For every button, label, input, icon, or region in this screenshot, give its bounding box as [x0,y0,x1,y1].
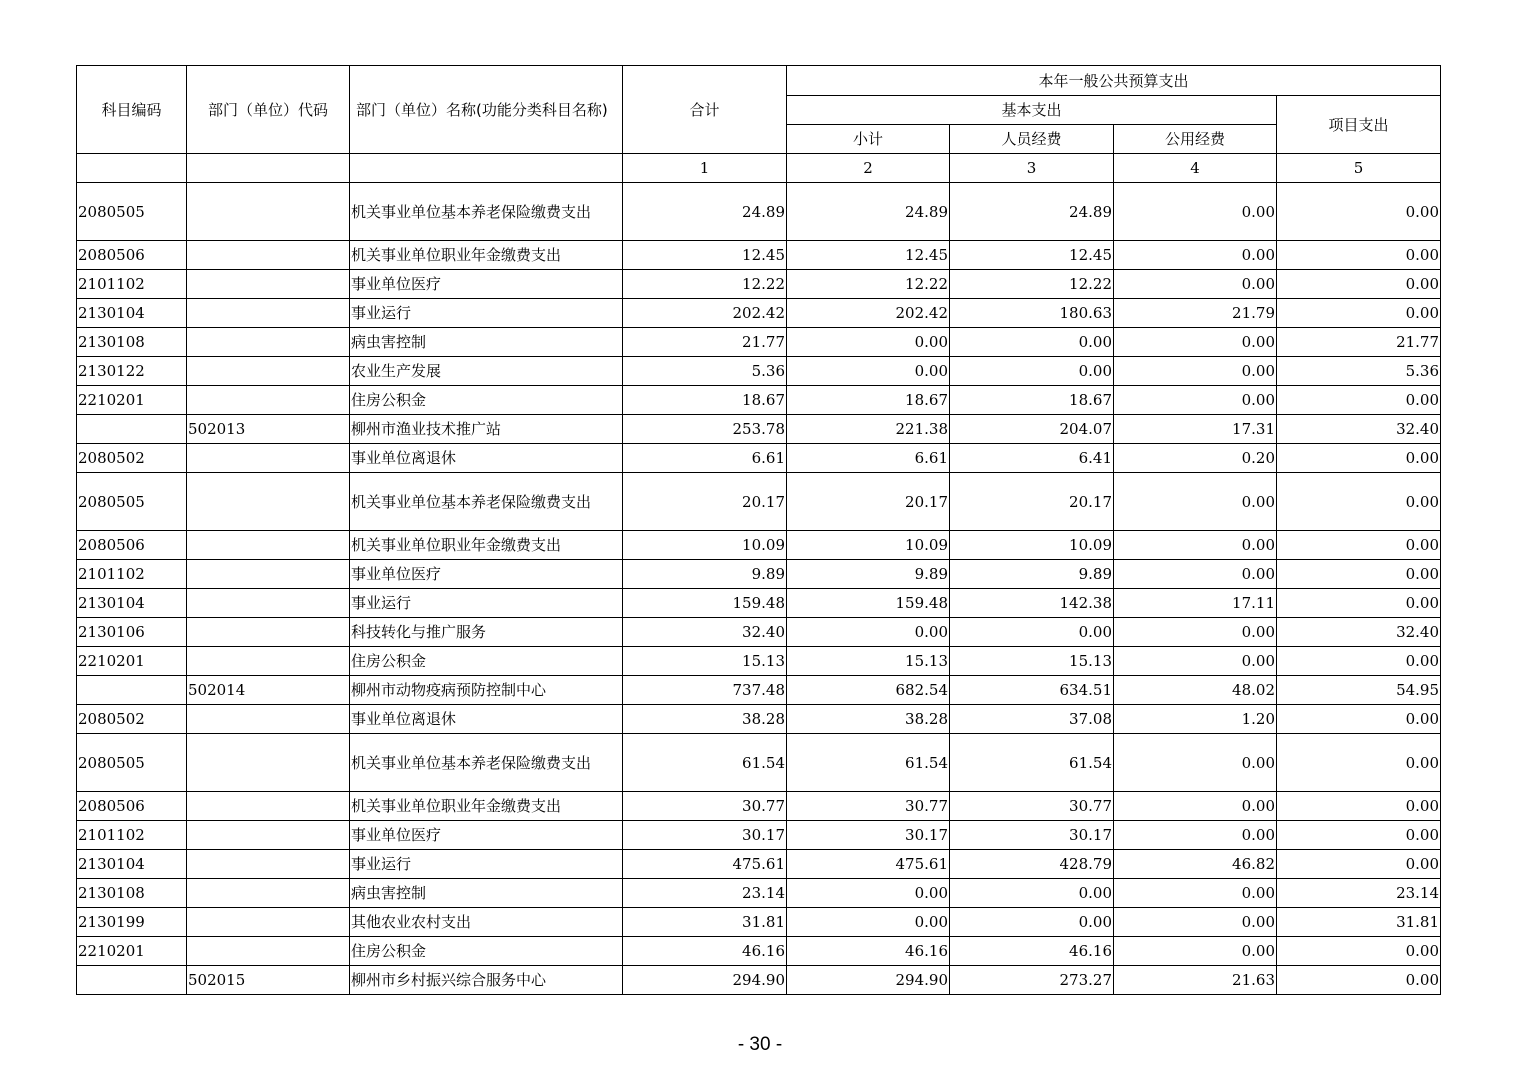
personnel-cell: 24.89 [950,183,1114,241]
total-cell: 202.42 [623,299,787,328]
project-cell: 0.00 [1277,589,1441,618]
header-personnel: 人员经费 [950,125,1114,154]
header-subtotal: 小计 [787,125,950,154]
table-row [77,850,1441,879]
public-cell: 0.00 [1114,473,1277,531]
public-cell: 17.31 [1114,415,1277,444]
personnel-cell: 6.41 [950,444,1114,473]
table-row [77,241,1441,270]
header-dept-code: 部门（单位）代码 [187,66,350,154]
header-public: 公用经费 [1114,125,1277,154]
subject-code-cell: 2130122 [77,357,187,386]
table-row [77,618,1441,647]
subject-code-cell: 2130104 [77,850,187,879]
dept-name-cell: 事业运行 [350,850,623,879]
subtotal-cell: 20.17 [787,473,950,531]
total-cell: 24.89 [623,183,787,241]
subtotal-cell: 0.00 [787,618,950,647]
subject-code-cell [77,966,187,995]
subject-code-cell: 2080502 [77,705,187,734]
table-row [77,415,1441,444]
dept-name-cell: 机关事业单位职业年金缴费支出 [350,531,623,560]
public-cell: 48.02 [1114,676,1277,705]
subtotal-cell: 0.00 [787,879,950,908]
budget-expenditure-table [76,65,1441,995]
total-cell: 475.61 [623,850,787,879]
dept-code-cell [187,241,350,270]
dept-name-cell: 机关事业单位基本养老保险缴费支出 [350,734,623,792]
public-cell: 17.11 [1114,589,1277,618]
project-cell: 0.00 [1277,386,1441,415]
personnel-cell: 273.27 [950,966,1114,995]
subtotal-cell: 0.00 [787,357,950,386]
public-cell: 0.00 [1114,386,1277,415]
dept-name-cell: 事业单位医疗 [350,560,623,589]
dept-name-cell: 住房公积金 [350,647,623,676]
personnel-cell: 142.38 [950,589,1114,618]
table-header [77,66,1441,183]
total-cell: 46.16 [623,937,787,966]
subtotal-cell: 0.00 [787,328,950,357]
public-cell: 0.00 [1114,357,1277,386]
subtotal-cell: 61.54 [787,734,950,792]
table-row [77,444,1441,473]
project-cell: 0.00 [1277,937,1441,966]
column-number: 4 [1114,154,1277,183]
project-cell: 0.00 [1277,705,1441,734]
table-row [77,531,1441,560]
subject-code-cell: 2080506 [77,241,187,270]
subject-code-cell: 2101102 [77,821,187,850]
subtotal-cell: 6.61 [787,444,950,473]
personnel-cell: 428.79 [950,850,1114,879]
personnel-cell: 0.00 [950,879,1114,908]
total-cell: 18.67 [623,386,787,415]
project-cell: 31.81 [1277,908,1441,937]
project-cell: 5.36 [1277,357,1441,386]
public-cell: 0.00 [1114,821,1277,850]
header-basic-expenditure: 基本支出 [787,96,1277,125]
table-row [77,473,1441,531]
dept-name-cell: 农业生产发展 [350,357,623,386]
project-cell: 0.00 [1277,850,1441,879]
personnel-cell: 18.67 [950,386,1114,415]
public-cell: 1.20 [1114,705,1277,734]
total-cell: 31.81 [623,908,787,937]
table-row [77,183,1441,241]
subtotal-cell: 30.77 [787,792,950,821]
total-cell: 253.78 [623,415,787,444]
subtotal-cell: 221.38 [787,415,950,444]
table-row [77,792,1441,821]
subtotal-cell: 18.67 [787,386,950,415]
total-cell: 38.28 [623,705,787,734]
header-total: 合计 [623,66,787,154]
dept-code-cell [187,531,350,560]
subject-code-cell: 2101102 [77,270,187,299]
personnel-cell: 12.45 [950,241,1114,270]
total-cell: 5.36 [623,357,787,386]
subtotal-cell: 30.17 [787,821,950,850]
project-cell: 0.00 [1277,473,1441,531]
public-cell: 0.00 [1114,908,1277,937]
dept-code-cell [187,792,350,821]
dept-code-cell [187,908,350,937]
subject-code-cell [77,676,187,705]
column-number: 5 [1277,154,1441,183]
dept-name-cell: 机关事业单位基本养老保险缴费支出 [350,473,623,531]
personnel-cell: 10.09 [950,531,1114,560]
header-blank [187,154,350,183]
total-cell: 15.13 [623,647,787,676]
subject-code-cell: 2130104 [77,299,187,328]
project-cell: 32.40 [1277,618,1441,647]
dept-code-cell [187,705,350,734]
table-row [77,328,1441,357]
project-cell: 0.00 [1277,966,1441,995]
total-cell: 61.54 [623,734,787,792]
dept-code-cell [187,647,350,676]
subtotal-cell: 475.61 [787,850,950,879]
subtotal-cell: 10.09 [787,531,950,560]
dept-code-cell [187,618,350,647]
dept-name-cell: 病虫害控制 [350,328,623,357]
page-number: - 30 - [737,1034,783,1055]
project-cell: 0.00 [1277,531,1441,560]
subtotal-cell: 38.28 [787,705,950,734]
public-cell: 21.63 [1114,966,1277,995]
project-cell: 23.14 [1277,879,1441,908]
dept-code-cell [187,560,350,589]
total-cell: 737.48 [623,676,787,705]
subject-code-cell: 2080505 [77,183,187,241]
header-blank [77,154,187,183]
personnel-cell: 0.00 [950,357,1114,386]
dept-name-cell: 科技转化与推广服务 [350,618,623,647]
dept-name-cell: 事业单位离退休 [350,444,623,473]
table-row [77,357,1441,386]
dept-code-cell [187,473,350,531]
subject-code-cell: 2130106 [77,618,187,647]
subject-code-cell: 2080502 [77,444,187,473]
column-number: 2 [787,154,950,183]
dept-code-cell [187,270,350,299]
dept-code-cell [187,734,350,792]
subject-code-cell: 2080506 [77,531,187,560]
dept-code-cell [187,821,350,850]
public-cell: 0.00 [1114,560,1277,589]
dept-code-cell: 502013 [187,415,350,444]
table-row [77,879,1441,908]
dept-code-cell [187,444,350,473]
subject-code-cell: 2130104 [77,589,187,618]
dept-name-cell: 机关事业单位职业年金缴费支出 [350,241,623,270]
project-cell: 0.00 [1277,647,1441,676]
personnel-cell: 0.00 [950,328,1114,357]
public-cell: 21.79 [1114,299,1277,328]
project-cell: 0.00 [1277,560,1441,589]
dept-name-cell: 病虫害控制 [350,879,623,908]
project-cell: 32.40 [1277,415,1441,444]
subject-code-cell: 2101102 [77,560,187,589]
public-cell: 0.00 [1114,792,1277,821]
personnel-cell: 37.08 [950,705,1114,734]
total-cell: 6.61 [623,444,787,473]
public-cell: 0.20 [1114,444,1277,473]
total-cell: 159.48 [623,589,787,618]
public-cell: 0.00 [1114,879,1277,908]
dept-name-cell: 事业运行 [350,589,623,618]
header-project-expenditure: 项目支出 [1277,96,1441,154]
public-cell: 0.00 [1114,531,1277,560]
public-cell: 0.00 [1114,183,1277,241]
personnel-cell: 20.17 [950,473,1114,531]
project-cell: 54.95 [1277,676,1441,705]
dept-name-cell: 事业单位医疗 [350,270,623,299]
project-cell: 0.00 [1277,444,1441,473]
personnel-cell: 180.63 [950,299,1114,328]
personnel-cell: 9.89 [950,560,1114,589]
subtotal-cell: 202.42 [787,299,950,328]
table-row [77,937,1441,966]
public-cell: 46.82 [1114,850,1277,879]
total-cell: 9.89 [623,560,787,589]
project-cell: 0.00 [1277,821,1441,850]
personnel-cell: 0.00 [950,908,1114,937]
project-cell: 21.77 [1277,328,1441,357]
public-cell: 0.00 [1114,734,1277,792]
public-cell: 0.00 [1114,647,1277,676]
personnel-cell: 634.51 [950,676,1114,705]
public-cell: 0.00 [1114,241,1277,270]
header-subject-code: 科目编码 [77,66,187,154]
dept-code-cell [187,879,350,908]
subject-code-cell: 2130108 [77,328,187,357]
table-row [77,821,1441,850]
dept-name-cell: 柳州市乡村振兴综合服务中心 [350,966,623,995]
subtotal-cell: 9.89 [787,560,950,589]
dept-name-cell: 其他农业农村支出 [350,908,623,937]
subtotal-cell: 682.54 [787,676,950,705]
dept-code-cell: 502014 [187,676,350,705]
subtotal-cell: 159.48 [787,589,950,618]
project-cell: 0.00 [1277,299,1441,328]
personnel-cell: 15.13 [950,647,1114,676]
dept-code-cell [187,850,350,879]
total-cell: 32.40 [623,618,787,647]
dept-name-cell: 住房公积金 [350,386,623,415]
subject-code-cell: 2210201 [77,647,187,676]
subject-code-cell: 2080505 [77,473,187,531]
dept-name-cell: 住房公积金 [350,937,623,966]
project-cell: 0.00 [1277,734,1441,792]
table-row [77,560,1441,589]
table-row [77,676,1441,705]
table-row [77,908,1441,937]
project-cell: 0.00 [1277,270,1441,299]
subject-code-cell: 2080506 [77,792,187,821]
public-cell: 0.00 [1114,328,1277,357]
project-cell: 0.00 [1277,241,1441,270]
total-cell: 20.17 [623,473,787,531]
project-cell: 0.00 [1277,792,1441,821]
column-number: 1 [623,154,787,183]
subtotal-cell: 12.22 [787,270,950,299]
personnel-cell: 0.00 [950,618,1114,647]
dept-code-cell [187,299,350,328]
header-general-budget: 本年一般公共预算支出 [787,66,1441,96]
public-cell: 0.00 [1114,618,1277,647]
project-cell: 0.00 [1277,183,1441,241]
dept-code-cell [187,589,350,618]
personnel-cell: 30.77 [950,792,1114,821]
personnel-cell: 30.17 [950,821,1114,850]
total-cell: 30.17 [623,821,787,850]
subject-code-cell: 2210201 [77,386,187,415]
dept-name-cell: 事业运行 [350,299,623,328]
dept-name-cell: 事业单位医疗 [350,821,623,850]
total-cell: 12.45 [623,241,787,270]
dept-code-cell [187,386,350,415]
total-cell: 10.09 [623,531,787,560]
personnel-cell: 204.07 [950,415,1114,444]
subtotal-cell: 12.45 [787,241,950,270]
table-row [77,299,1441,328]
total-cell: 12.22 [623,270,787,299]
table-row [77,270,1441,299]
total-cell: 21.77 [623,328,787,357]
subtotal-cell: 24.89 [787,183,950,241]
total-cell: 30.77 [623,792,787,821]
dept-code-cell [187,357,350,386]
dept-name-cell: 机关事业单位职业年金缴费支出 [350,792,623,821]
subject-code-cell: 2130199 [77,908,187,937]
dept-name-cell: 柳州市动物疫病预防控制中心 [350,676,623,705]
table-row [77,734,1441,792]
subtotal-cell: 15.13 [787,647,950,676]
table-body [77,183,1441,995]
total-cell: 23.14 [623,879,787,908]
table-row [77,647,1441,676]
table-row [77,589,1441,618]
subtotal-cell: 0.00 [787,908,950,937]
subject-code-cell: 2130108 [77,879,187,908]
table-row [77,966,1441,995]
public-cell: 0.00 [1114,937,1277,966]
subject-code-cell: 2210201 [77,937,187,966]
personnel-cell: 61.54 [950,734,1114,792]
dept-code-cell: 502015 [187,966,350,995]
dept-name-cell: 柳州市渔业技术推广站 [350,415,623,444]
dept-code-cell [187,183,350,241]
total-cell: 294.90 [623,966,787,995]
header-blank [350,154,623,183]
personnel-cell: 12.22 [950,270,1114,299]
subtotal-cell: 46.16 [787,937,950,966]
dept-code-cell [187,328,350,357]
personnel-cell: 46.16 [950,937,1114,966]
subject-code-cell [77,415,187,444]
dept-code-cell [187,937,350,966]
public-cell: 0.00 [1114,270,1277,299]
table-row [77,386,1441,415]
subject-code-cell: 2080505 [77,734,187,792]
header-dept-name: 部门（单位）名称(功能分类科目名称) [350,66,623,154]
dept-name-cell: 机关事业单位基本养老保险缴费支出 [350,183,623,241]
table-row [77,705,1441,734]
dept-name-cell: 事业单位离退休 [350,705,623,734]
subtotal-cell: 294.90 [787,966,950,995]
column-number: 3 [950,154,1114,183]
